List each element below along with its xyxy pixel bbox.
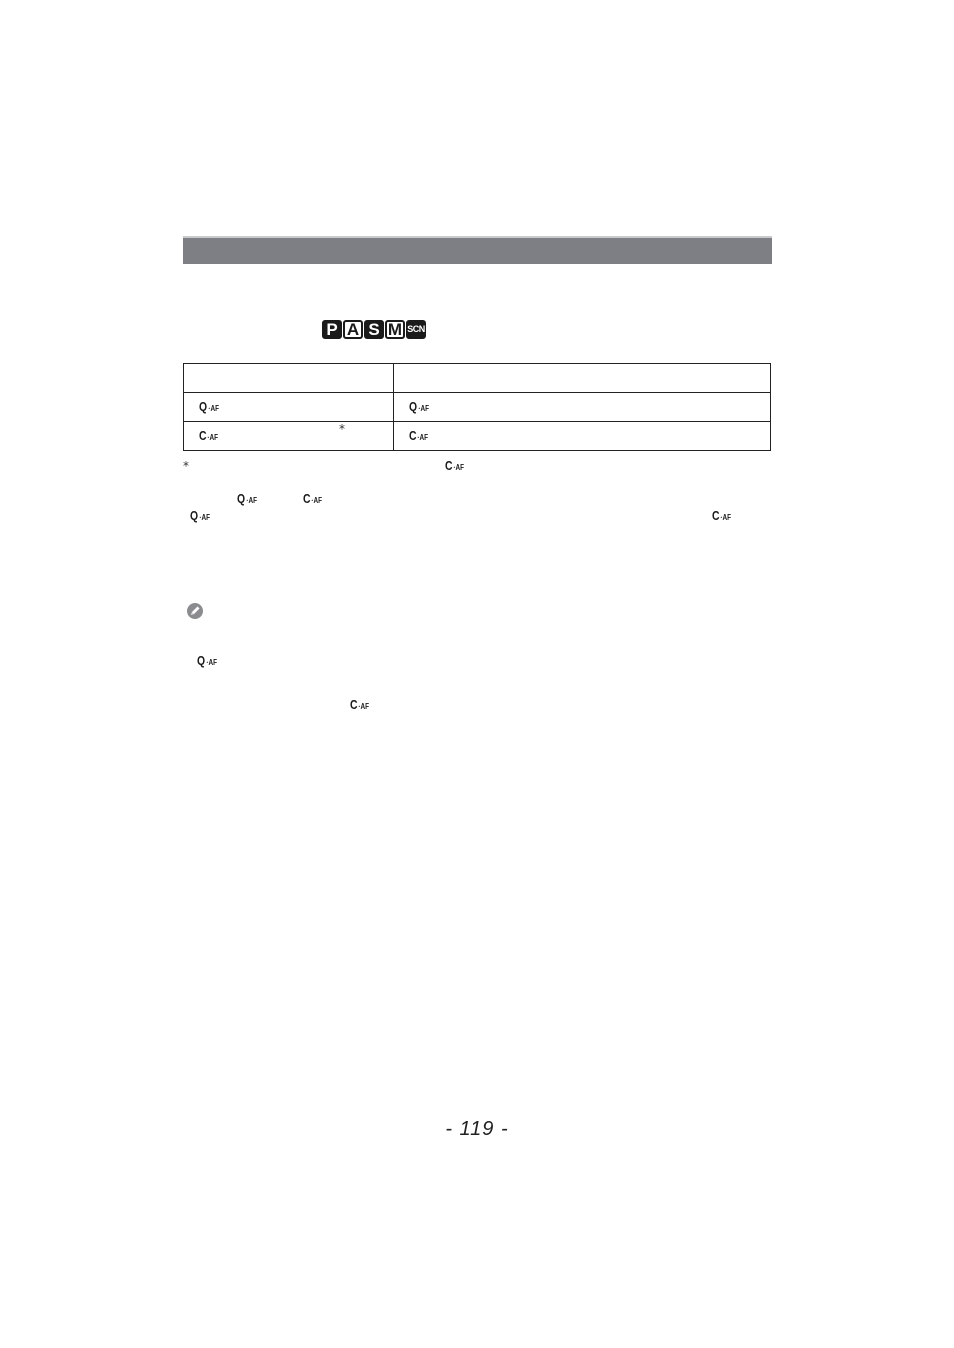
table-row [184,393,771,422]
table-header-row [184,364,771,393]
table-header-cell [393,364,770,393]
section-header-bar [183,236,772,264]
continuous-af-icon: C ·AF [302,491,323,506]
table-row [184,422,771,451]
note-pencil-icon [187,603,203,619]
quick-af-icon: Q ·AF [197,653,218,668]
aperture-priority-mode-icon: A [343,320,363,339]
table-cell [184,393,394,422]
manual-mode-icon: M [385,320,405,339]
quick-af-icon: Q ·AF [190,508,211,523]
continuous-af-icon: C ·AF [349,697,370,712]
continuous-af-icon: C ·AF [444,458,465,473]
footnote-marker: * [183,459,189,473]
page-number: - 119 - [445,1118,509,1140]
footnote-asterisk: * [339,422,345,436]
quick-af-icon: Q ·AF [408,399,429,414]
shutter-priority-mode-icon: S [364,320,384,339]
scene-mode-icon: SCN [406,320,426,339]
continuous-af-icon: C ·AF [198,428,219,443]
af-settings-table [183,363,771,451]
quick-af-icon: Q ·AF [237,491,258,506]
continuous-af-icon: C ·AF [711,508,732,523]
table-header-cell [184,364,394,393]
table-cell [393,393,770,422]
table-cell [393,422,770,451]
quick-af-icon: Q ·AF [199,399,220,414]
pencil-icon [189,605,201,617]
recording-mode-icons [322,320,426,340]
table-cell [184,422,394,451]
program-mode-icon: P [322,320,342,339]
continuous-af-icon: C ·AF [408,428,429,443]
